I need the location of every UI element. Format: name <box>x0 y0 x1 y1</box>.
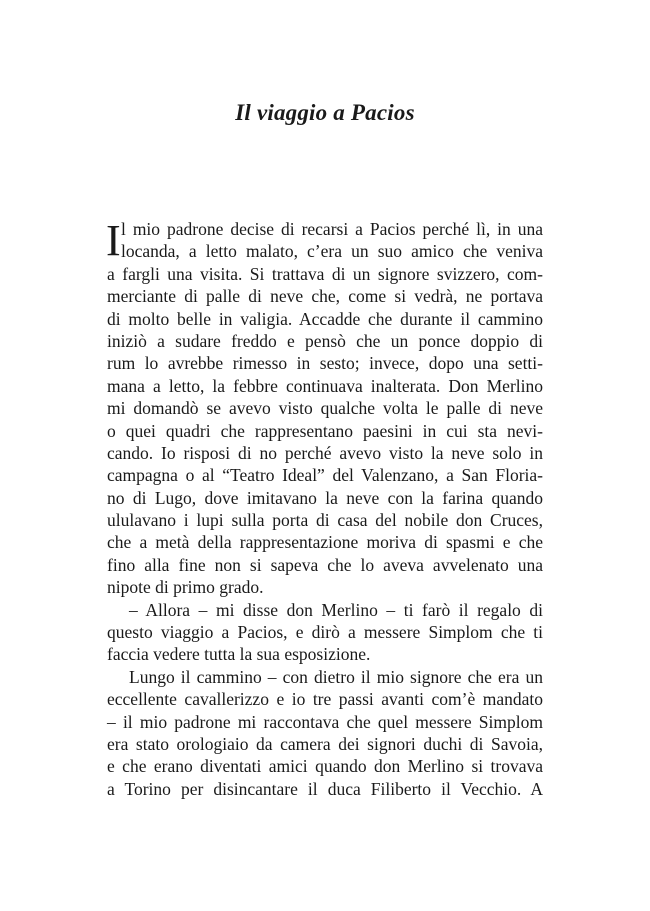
text-line: merciante di palle di neve che, come si vedrà, ne portava <box>107 286 543 307</box>
text-line: nipote di primo grado. <box>107 577 264 598</box>
text-line: o quei quadri che rappresentano paesini in cui sta nevi- <box>107 420 543 441</box>
text-line: rum lo avrebbe rimesso in sesto; invece, dopo una setti- <box>107 353 543 374</box>
text-line: no di Lugo, dove imitavano la neve con la farina quando <box>107 487 543 508</box>
text-line: a fargli una visita. Si trattava di un signore svizzero, com- <box>107 263 543 284</box>
text-line: ululavano i lupi sulla porta di casa del nobile don Cruces, <box>107 510 543 531</box>
text-line: era stato orologiaio da camera dei signori duchi di Savoia, <box>107 733 543 754</box>
text-line: – Allora – mi disse don Merlino – ti farò il regalo di <box>129 599 543 620</box>
text-line: eccellente cavallerizzo e io tre passi avanti com’è mandato <box>107 689 543 710</box>
text-line: – il mio padrone mi raccontava che quel messere Simplom <box>107 711 543 732</box>
text-line: questo viaggio a Pacios, e dirò a messere Simplom che ti <box>107 622 543 643</box>
drop-cap: I <box>106 216 121 265</box>
text-line: l mio padrone decise di recarsi a Pacios perché lì, in una <box>121 219 543 239</box>
text-line: locanda, a letto malato, c’era un suo amico che veniva <box>121 241 543 262</box>
text-line: mi domandò se avevo visto qualche volta le palle di neve <box>107 398 543 419</box>
text-line: di molto belle in valigia. Accadde che durante il cammino <box>107 308 543 329</box>
text-line: che a metà della rappresentazione moriva di spasmi e che <box>107 532 543 553</box>
text-line: campagna o al “Teatro Ideal” del Valenzano, a San Floria- <box>107 465 543 486</box>
text-line: e che erano diventati amici quando don Merlino si trovava <box>107 756 543 777</box>
text-line: cando. Io risposi di no perché avevo visto la neve solo in <box>107 442 543 463</box>
chapter-title: Il viaggio a Pacios <box>235 100 415 125</box>
chapter-body <box>107 218 543 800</box>
text-line: Lungo il cammino – con dietro il mio signore che era un <box>129 666 543 687</box>
text-line: faccia vedere tutta la sua esposizione. <box>107 644 371 665</box>
text-line: mana a letto, la febbre continuava inalterata. Don Merlino <box>107 375 543 396</box>
text-line: a Torino per disincantare il duca Filiberto il Vecchio. A <box>107 778 543 799</box>
text-line: fino alla fine non si sapeva che lo aveva avvelenato una <box>107 554 543 575</box>
text-line: iniziò a sudare freddo e pensò che un ponce doppio di <box>107 330 543 351</box>
